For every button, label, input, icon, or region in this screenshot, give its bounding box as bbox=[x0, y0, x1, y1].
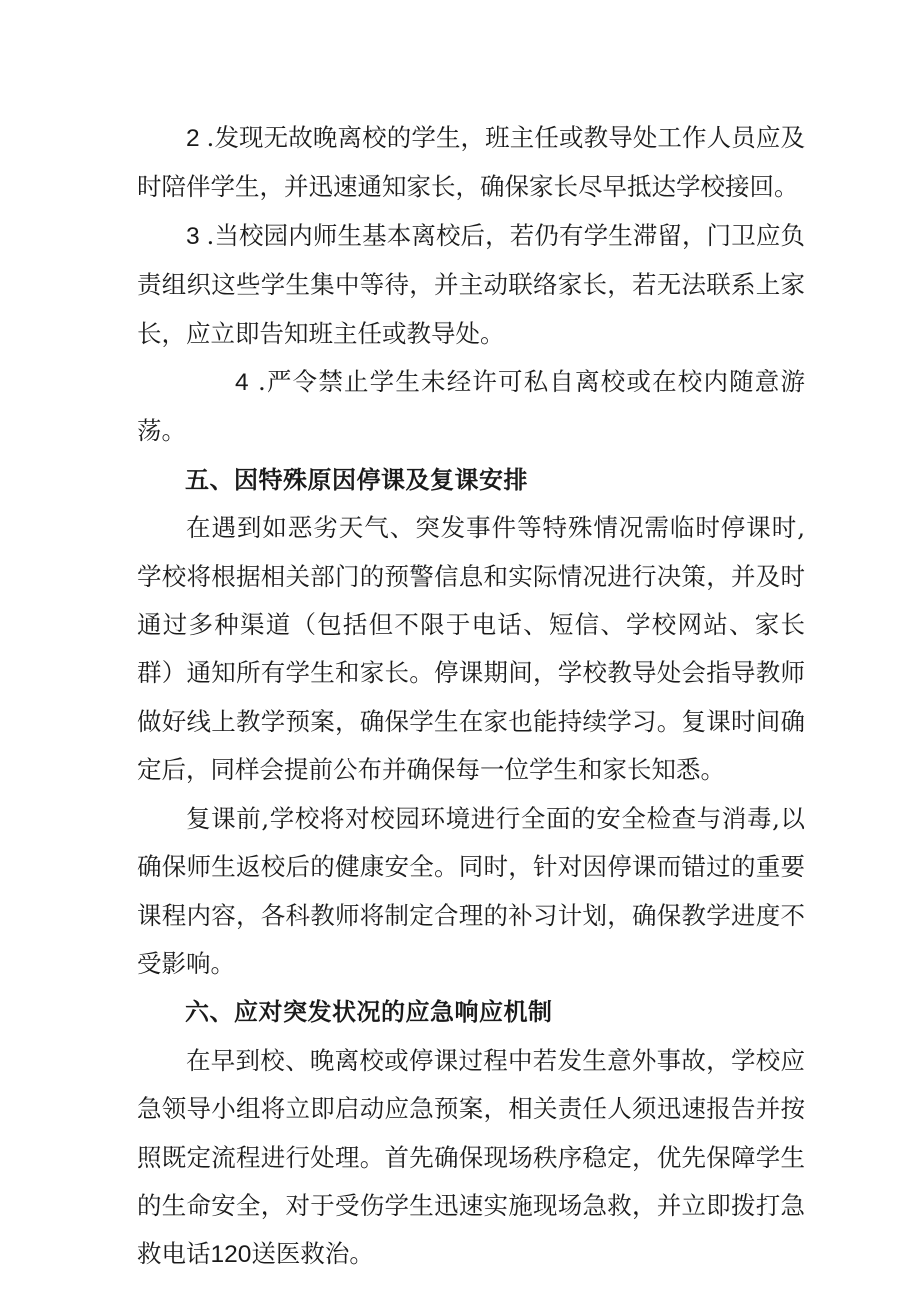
item-number: 3 bbox=[186, 222, 207, 250]
item-text: .发现无故晚离校的学生，班主任或教导处工作人员应及时陪伴学生，并迅速通知家长，确保家长尽早抵达学校接回。 bbox=[137, 123, 805, 202]
item-text: .当校园内师生基本离校后，若仍有学生滞留，门卫应负责组织这些学生集中等待，并主动联络家长，若无法联系上家长，应立即告知班主任或教导处。 bbox=[137, 220, 805, 348]
item-text: .严令禁止学生未经许可私自离校或在校内随意游荡。 bbox=[137, 367, 805, 446]
item-number: 4 bbox=[235, 369, 249, 397]
document-body bbox=[137, 114, 805, 1280]
section-5-paragraph-2: 复课前,学校将对校园环境进行全面的安全检查与消毒,以确保师生返校后的健康安全。同时，针对因停课而错过的重要课程内容，各科教师将制定合理的补习计划，确保教学进度不受影响。 bbox=[137, 803, 805, 978]
paragraph-text-end: 送医救治。 bbox=[251, 1239, 374, 1269]
list-item-3 bbox=[137, 212, 805, 358]
section-5-paragraph-1: 在遇到如恶劣天气、突发事件等特殊情况需临时停课时,学校将根据相关部门的预警信息和实际情况进行决策，并及时通过多种渠道（包括但不限于电话、短信、学校网站、家长群）通知所有学生和家长。停课期间，学校教导处会指导教师做好线上教学预案，确保学生在家也能持续学习。复课时间确定后，同样会提前公布并确保每一位学生和家长知悉。 bbox=[137, 513, 805, 785]
section-heading-6: 六、应对突发状况的应急响应机制 bbox=[185, 998, 553, 1027]
paragraph-text: 在早到校、晚离校或停课过程中若发生意外事故，学校应急领导小组将立即启动应急预案，相关责任人须迅速报告并按照既定流程进行处理。首先确保现场秩序稳定，优先保障学生的生命安全，对于受伤学生迅速实施现场急救，并立即拨打急救电话 bbox=[137, 1045, 805, 1269]
list-item-2 bbox=[137, 114, 805, 212]
list-item-4 bbox=[137, 358, 805, 456]
section-heading-5: 五、因特殊原因停课及复课安排 bbox=[185, 465, 528, 494]
section-6-paragraph-1 bbox=[137, 1037, 805, 1280]
emergency-number: 120 bbox=[210, 1241, 252, 1269]
item-number: 2 bbox=[186, 125, 207, 152]
